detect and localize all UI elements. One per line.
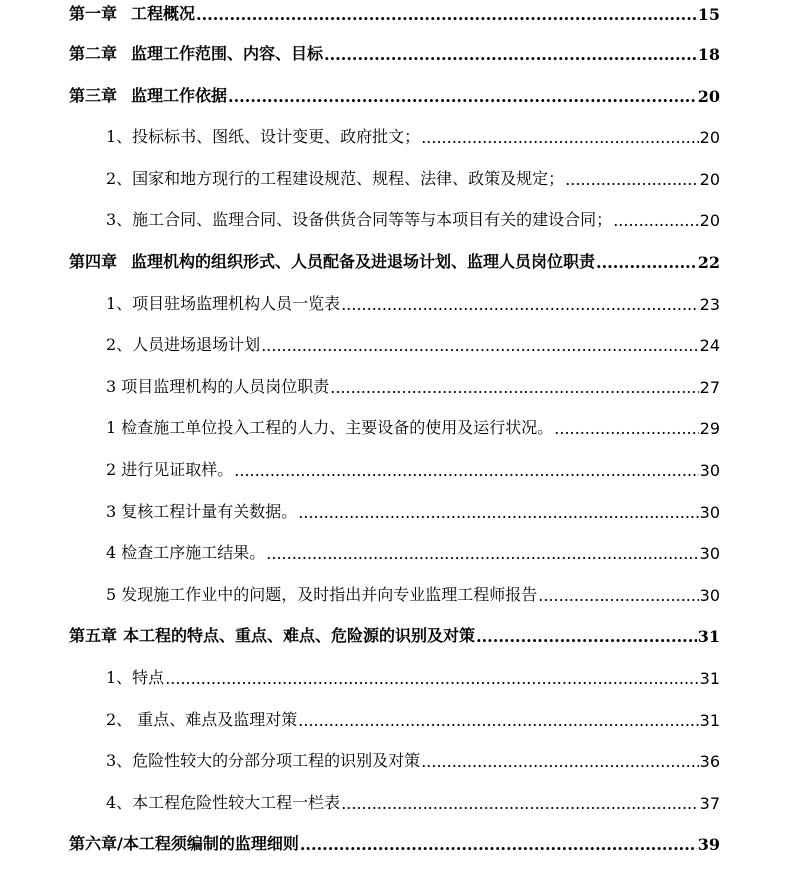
toc-page-number: 20 <box>699 170 720 189</box>
toc-page-number: 22 <box>697 253 720 272</box>
toc-entry-label: 2、 重点、难点及监理对策 <box>106 710 298 729</box>
toc-page-number: 27 <box>699 378 720 397</box>
toc-entry-section[interactable] <box>106 165 720 189</box>
toc-entry-chapter-3[interactable] <box>69 82 720 106</box>
toc-entry-label: 第五章 本工程的特点、重点、难点、危险源的识别及对策 <box>69 626 476 645</box>
toc-entry-label: 第三章 监理工作依据 <box>69 86 228 105</box>
toc-entry-label: 2 进行见证取样。 <box>106 460 234 479</box>
toc-page-number: 24 <box>699 336 720 355</box>
toc-entry-label: 4 检查工序施工结果。 <box>106 543 266 562</box>
toc-page-number: 39 <box>697 835 720 854</box>
toc-entry-label: 3 项目监理机构的人员岗位职责 <box>106 377 330 396</box>
toc-entry-chapter-1[interactable] <box>69 0 720 24</box>
dot-leader <box>554 419 698 438</box>
toc-page-number: 30 <box>699 461 720 480</box>
dot-leader <box>421 752 698 771</box>
dot-leader <box>538 586 698 605</box>
toc-page-number: 30 <box>699 586 720 605</box>
toc-page-number: 31 <box>697 627 720 646</box>
toc-entry-label: 第六章/本工程须编制的监理细则 <box>69 834 299 853</box>
toc-entry-label: 3、危险性较大的分部分项工程的识别及对策 <box>106 751 421 770</box>
toc-entry-section[interactable] <box>106 206 720 230</box>
dot-leader <box>324 45 697 64</box>
toc-page-number: 15 <box>697 5 720 24</box>
toc-entry-section[interactable] <box>106 498 720 522</box>
toc-page-number: 30 <box>699 544 720 563</box>
toc-entry-section[interactable] <box>106 539 720 563</box>
toc-entry-label: 第一章 工程概况 <box>69 4 196 23</box>
toc-page-number: 29 <box>699 419 720 438</box>
dot-leader <box>234 461 698 480</box>
toc-page-number: 36 <box>699 752 720 771</box>
toc-entry-section[interactable] <box>106 331 720 355</box>
toc-entry-label: 2、国家和地方现行的工程建设规范、规程、法律、政策及规定； <box>106 169 565 188</box>
toc-entry-chapter-6[interactable] <box>69 830 720 854</box>
toc-entry-section[interactable] <box>106 414 720 438</box>
toc-page-number: 20 <box>699 128 720 147</box>
toc-entry-section[interactable] <box>106 290 720 314</box>
toc-page-number: 20 <box>697 87 720 106</box>
toc-entry-label: 3 复核工程计量有关数据。 <box>106 502 298 521</box>
dot-leader <box>330 378 698 397</box>
toc-page-number: 31 <box>699 669 720 688</box>
dot-leader <box>228 87 697 106</box>
toc-page-number: 31 <box>699 711 720 730</box>
toc-page-number: 37 <box>699 794 720 813</box>
dot-leader <box>196 5 697 24</box>
dot-leader <box>613 211 698 230</box>
toc-entry-section[interactable] <box>106 747 720 771</box>
dot-leader <box>421 128 698 147</box>
dot-leader <box>261 336 698 355</box>
dot-leader <box>596 253 697 272</box>
toc-page-number: 23 <box>699 295 720 314</box>
toc-entry-label: 1、项目驻场监理机构人员一览表 <box>106 294 341 313</box>
toc-page-number: 30 <box>699 503 720 522</box>
toc-entry-section[interactable] <box>106 373 720 397</box>
toc-entry-label: 第二章 监理工作范围、内容、目标 <box>69 44 324 63</box>
dot-leader <box>298 711 698 730</box>
toc-entry-section[interactable] <box>106 581 720 605</box>
toc-entry-label: 1 检查施工单位投入工程的人力、主要设备的使用及运行状况。 <box>106 418 554 437</box>
toc-entry-chapter-2[interactable] <box>69 40 720 64</box>
toc-entry-label: 1、投标标书、图纸、设计变更、政府批文； <box>106 127 421 146</box>
toc-page-number: 20 <box>699 211 720 230</box>
dot-leader <box>266 544 698 563</box>
toc-entry-label: 5 发现施工作业中的问题，及时指出并向专业监理工程师报告 <box>106 585 538 604</box>
dot-leader <box>341 794 698 813</box>
toc-entry-label: 第四章 监理机构的组织形式、人员配备及进退场计划、监理人员岗位职责 <box>69 252 596 271</box>
toc-entry-section[interactable] <box>106 123 720 147</box>
toc-entry-section[interactable] <box>106 456 720 480</box>
dot-leader <box>341 295 698 314</box>
toc-entry-chapter-4[interactable] <box>69 248 720 272</box>
toc-entry-chapter-5[interactable] <box>69 622 720 646</box>
toc-entry-label: 3、施工合同、监理合同、设备供货合同等等与本项目有关的建设合同； <box>106 210 613 229</box>
toc-entry-section[interactable] <box>106 789 720 813</box>
toc-entry-section[interactable] <box>106 706 720 730</box>
dot-leader <box>298 503 698 522</box>
dot-leader <box>300 835 697 854</box>
toc-entry-section[interactable] <box>106 664 720 688</box>
dot-leader <box>565 170 698 189</box>
dot-leader <box>476 627 697 646</box>
toc-entry-label: 2、人员进场退场计划 <box>106 335 261 354</box>
toc-entry-label: 4、本工程危险性较大工程一栏表 <box>106 793 341 812</box>
toc-page-number: 18 <box>697 45 720 64</box>
dot-leader <box>165 669 698 688</box>
toc-entry-label: 1、特点 <box>106 668 165 687</box>
